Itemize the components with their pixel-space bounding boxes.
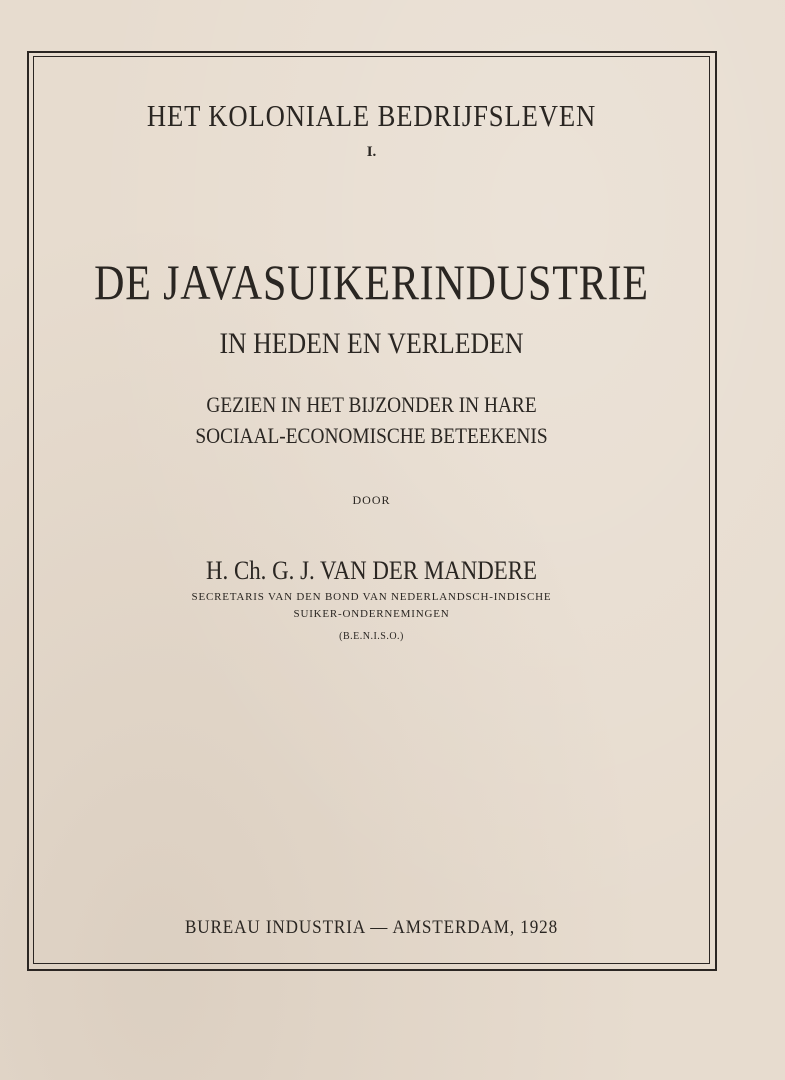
subtitle: IN HEDEN EN VERLEDEN	[219, 327, 524, 360]
description-line-2: SOCIAAL-ECONOMISCHE BETEEKENIS	[195, 423, 548, 448]
author-role-line-1: SECRETARIS VAN DEN BOND VAN NEDERLANDSCH-INDISCHE	[191, 591, 552, 603]
volume-number: I.	[366, 144, 377, 160]
by-label: DOOR	[352, 493, 391, 507]
main-title: DE JAVASUIKERINDUSTRIE	[94, 254, 649, 310]
publisher-line: BUREAU INDUSTRIA — AMSTERDAM, 1928	[184, 917, 559, 938]
author-role-abbreviation: (B.E.N.I.S.O.)	[339, 631, 404, 642]
description-line-1: GEZIEN IN HET BIJZONDER IN HARE	[206, 392, 537, 417]
author-role-line-2: SUIKER-ONDERNEMINGEN	[293, 608, 450, 620]
inner-border	[33, 56, 710, 964]
series-title: HET KOLONIALE BEDRIJFSLEVEN	[146, 98, 597, 133]
author-name: H. Ch. G. J. VAN DER MANDERE	[206, 556, 537, 585]
